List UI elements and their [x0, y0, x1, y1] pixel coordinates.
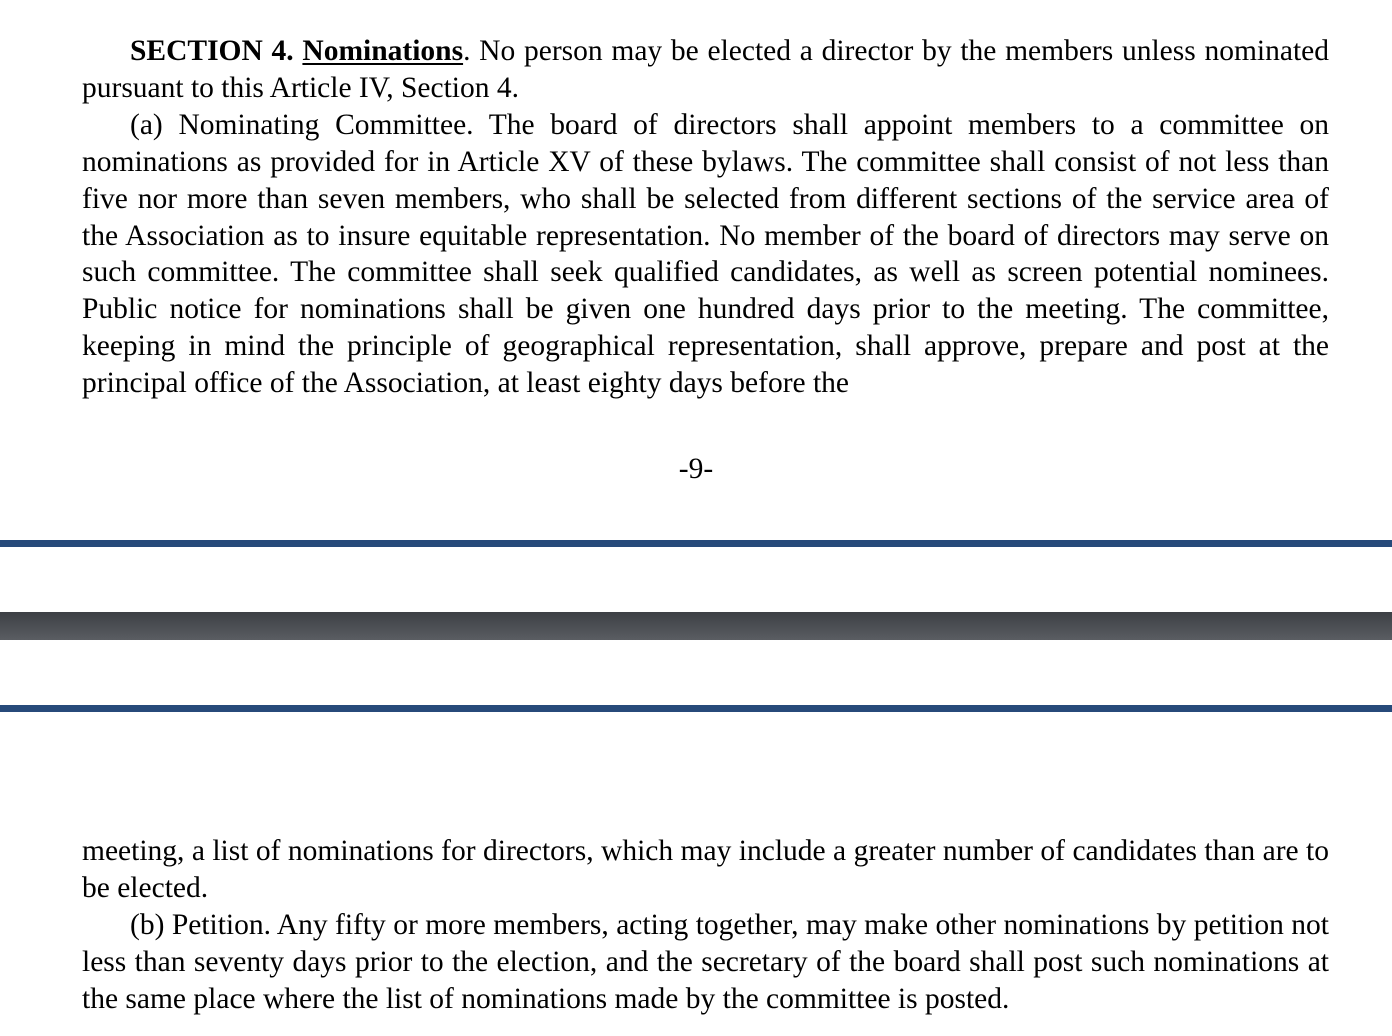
page-text: [82, 33, 1329, 402]
page-margin-bottom: [0, 547, 1392, 612]
section-title: Nominations: [302, 35, 464, 67]
page-break-rule-top: [0, 540, 1392, 547]
page-margin-top: [0, 640, 1392, 705]
section-4-paragraph: [82, 33, 1329, 107]
section-intro-text: . No person may be elected a director by the members unless nominated pursuant to this Article IV, Section 4.: [82, 35, 1330, 104]
page-break-rule-bottom: [0, 705, 1392, 712]
document-page-10: [0, 712, 1392, 1036]
page-separator: [0, 612, 1392, 640]
paragraph-a-nominating-committee: (a) Nominating Committee. The board of directors shall appoint members to a committee on nominations as provided for in Article XV of these bylaws. The committee shall consist of not less than five nor more than seven members, who shall be selected from different sections of the service area of the Association as to insure equitable representation. No member of the board of directors may serve on such committee. The committee shall seek qualified candidates, as well as screen potential nominees. Public notice for nominations shall be given one hundred days prior to the meeting. The committee, keeping in mind the principle of geographical representation, shall approve, prepare and post at the principal office of the Association, at least eighty days before the: [82, 108, 1329, 400]
section-heading: SECTION 4.: [130, 35, 294, 67]
paragraph-a-continued: meeting, a list of nominations for directors, which may include a greater number of candidates than are to be elected.: [82, 835, 1329, 904]
page-number: -9-: [678, 453, 714, 485]
page-text: [82, 833, 1329, 1018]
paragraph-b-petition: (b) Petition. Any fifty or more members, acting together, may make other nominations by petition not less than seventy days prior to the election, and the secretary of the board shall post such nominations at the same place where the list of nominations made by the committee is posted.: [82, 908, 1329, 1015]
